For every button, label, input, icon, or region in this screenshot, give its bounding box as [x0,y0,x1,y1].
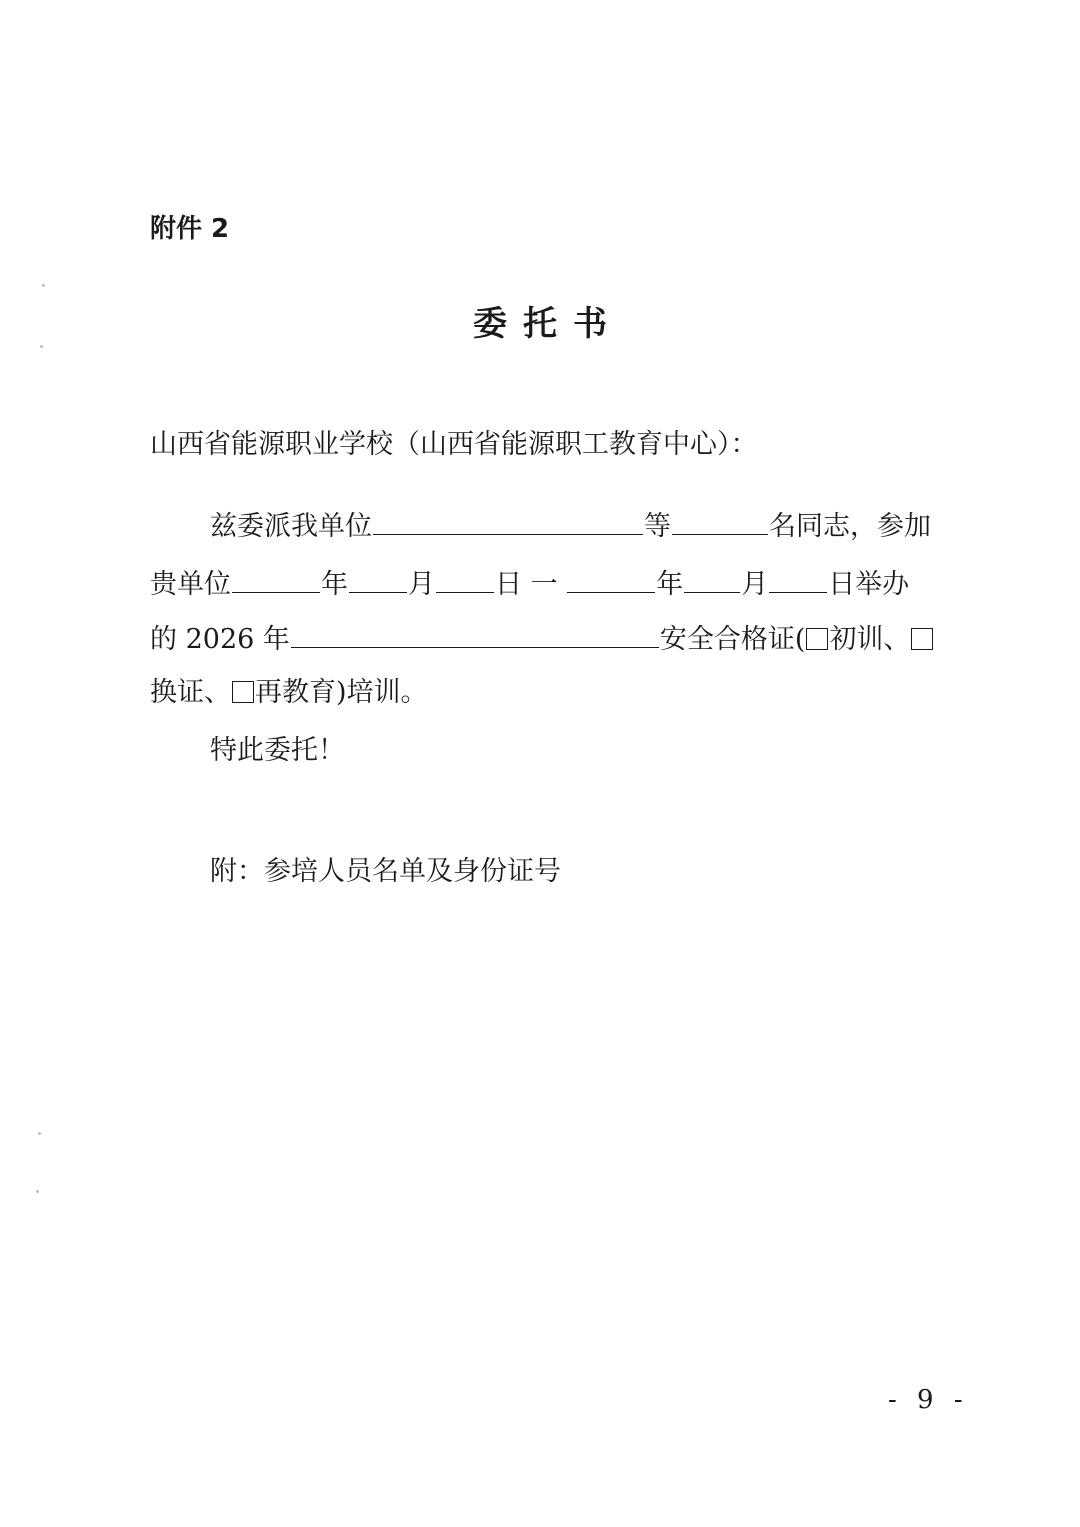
body-line-4 [150,673,428,713]
page-number: - 9 - [888,1385,969,1415]
re-education-checkbox[interactable] [232,681,254,703]
document-title: 委托书 [473,304,623,344]
body-text: 的 2026 年 [150,624,290,655]
attachment-note: 附：参培人员名单及身份证号 [210,856,561,887]
body-text: 初训、 [829,624,911,655]
closing-text: 特此委托！ [210,735,345,766]
body-text: 日举办 [828,569,910,600]
end-month-blank[interactable] [684,562,740,593]
body-text: 日 [495,569,522,600]
body-text: 年 [321,569,348,600]
body-line-3 [150,617,934,657]
end-day-blank[interactable] [769,562,827,593]
salutation: 山西省能源职业学校（山西省能源职工教育中心）： [150,429,758,460]
unit-name-blank[interactable] [373,504,643,535]
scan-speck [40,345,43,348]
start-day-blank[interactable] [436,562,494,593]
body-text: 月 [741,569,769,600]
body-text: 贵单位 [150,569,231,600]
body-text: 兹委派我单位 [210,511,372,542]
end-year-blank[interactable] [567,562,655,593]
start-year-blank[interactable] [232,562,320,593]
scan-speck [42,284,45,287]
scan-speck [38,1132,41,1135]
start-month-blank[interactable] [349,562,407,593]
training-type-blank[interactable] [291,617,659,648]
scan-speck [36,1190,39,1193]
body-text: 一 [530,569,558,600]
body-line-2 [150,562,909,602]
body-text: 再教育)培训。 [255,677,428,708]
body-text: 安全合格证( [659,624,806,655]
body-text: 名同志，参加 [769,511,931,542]
body-text: 年 [656,569,684,600]
attachment-label: 附件 2 [150,214,230,244]
renewal-checkbox[interactable] [911,628,933,650]
body-text: 月 [408,569,435,600]
body-text: 换证、 [150,677,231,708]
body-text: 等 [644,511,671,542]
person-count-blank[interactable] [672,504,768,535]
initial-training-checkbox[interactable] [806,628,828,650]
body-line-1 [210,504,931,544]
